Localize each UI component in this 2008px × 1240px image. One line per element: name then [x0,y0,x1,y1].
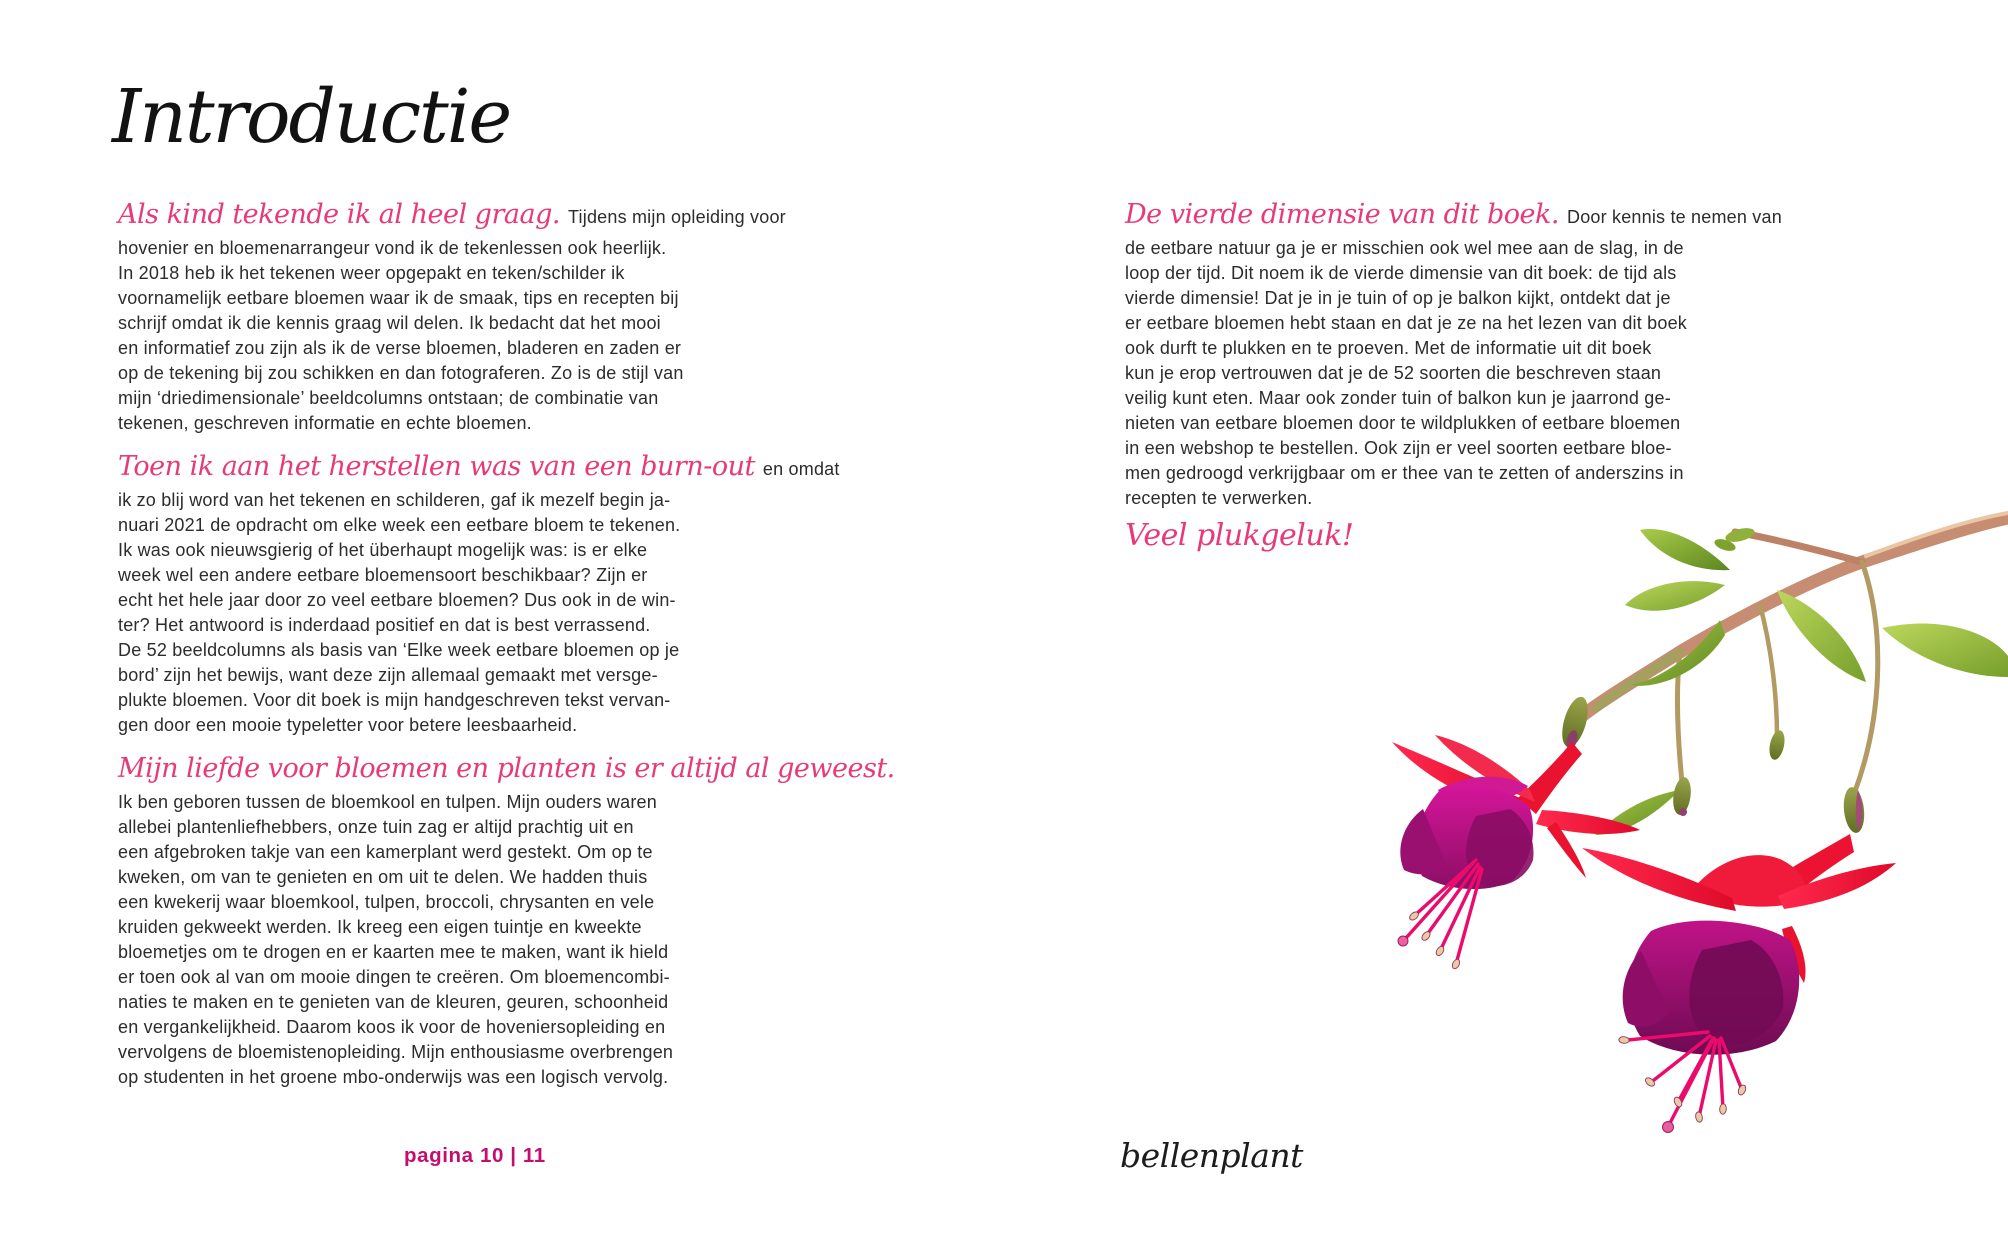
text-line: op de tekening bij zou schikken en dan fotograferen. Zo is de stijl van [118,363,684,383]
text-line: nieten van eetbare bloemen door te wildplukken of eetbare bloemen [1125,413,1681,433]
text-line: recepten te verwerken. [1125,488,1313,508]
text-line: bloemetjes om te drogen en er kaarten mee te maken, want ik hield [118,942,669,962]
text-line: en vergankelijkheid. Daarom koos ik voor de hoveniersopleiding en [118,1017,666,1037]
text-line: nuari 2021 de opdracht om elke week een eetbare bloem te tekenen. [118,515,681,535]
text-line: men gedroogd verkrijgbaar om er thee van te zetten of anderszins in [1125,463,1684,483]
text-line: allebei plantenliefhebbers, onze tuin zag er altijd prachtig uit en [118,817,634,837]
leaves [1595,526,2008,835]
text-line: gen door een mooie typeletter voor betere leesbaarheid. [118,715,578,735]
text-line: kruiden gekweekt werden. Ik kreeg een eigen tuintje en kweekte [118,917,642,937]
text-line: er eetbare bloemen hebt staan en dat je ze na het lezen van dit boek [1125,313,1687,333]
text-line: kun je erop vertrouwen dat je de 52 soorten die beschreven staan [1125,363,1662,383]
paragraph [118,750,895,1090]
text-line: vervolgens de bloemistenopleiding. Mijn enthousiasme overbrengen [118,1042,674,1062]
paragraph [118,196,895,436]
text-line: vierde dimensie! Dat je in je tuin of op je balkon kijkt, ontdekt dat je [1125,288,1671,308]
text-line: tekenen, geschreven informatie en echte bloemen. [118,413,532,433]
text-line: voornamelijk eetbare bloemen waar ik de smaak, tips en recepten bij [118,288,679,308]
text-line: De vierde dimensie van dit boek. Door kennis te nemen van [1125,199,1782,230]
text-line: in een webshop te bestellen. Ook zijn er veel soorten eetbare bloe- [1125,438,1672,458]
text-line [118,750,895,790]
text-line: kweken, om van te genieten en om uit te delen. We hadden thuis [118,867,648,887]
text-line: Toen ik aan het herstellen was van een burn-out en omdat [118,451,840,482]
script-lead: Toen ik aan het herstellen was van een burn-out [118,451,763,482]
text-line: echt het hele jaar door zo veel eetbare bloemen? Dus ook in de win- [118,590,676,610]
flower-caption: bellenplant [1120,1136,1303,1175]
fuchsia-branch-illustration [1330,390,2008,1140]
text-line: De 52 beeldcolumns als basis van ‘Elke week eetbare bloemen op je [118,640,680,660]
script-lead: Als kind tekende ik al heel graag. [118,199,569,230]
text-line: Als kind tekende ik al heel graag. Tijdens mijn opleiding voor [118,199,786,230]
text-line: ter? Het antwoord is inderdaad positief en dat is best verrassend. [118,615,651,635]
text-line: plukte bloemen. Voor dit boek is mijn handgeschreven tekst vervan- [118,690,671,710]
flower-buds [1557,694,1867,834]
text-line: Ik was ook nieuwsgierig of het überhaupt mogelijk was: is er elke [118,540,648,560]
text-line: schrijf omdat ik die kennis graag wil delen. Ik bedacht dat het mooi [118,313,661,333]
left-text-column [118,196,895,1102]
text-line: een kwekerij waar bloemkool, tulpen, broccoli, chrysanten en vele [118,892,655,912]
text-line: week wel een andere eetbare bloemensoort beschikbaar? Zijn er [118,565,648,585]
text-line: op studenten in het groene mbo-onderwijs was een logisch vervolg. [118,1067,669,1087]
text-line: loop der tijd. Dit noem ik de vierde dimensie van dit boek: de tijd als [1125,263,1677,283]
page-title: Introductie [112,74,511,160]
page-number-footer: pagina 10 | 11 [404,1144,546,1167]
text-line: veilig kunt eten. Maar ook zonder tuin of balkon kun je jaarrond ge- [1125,388,1671,408]
text-line: Ik ben geboren tussen de bloemkool en tulpen. Mijn ouders waren [118,792,657,812]
closing-line: Veel plukgeluk! [1125,518,1354,553]
text-line: bord’ zijn het bewijs, want deze zijn allemaal gemaakt met versge- [118,665,658,685]
fuchsia-flower-right [1582,834,1896,1133]
text-line: er toen ook al van om mooie dingen te creëren. Om bloemencombi- [118,967,670,987]
text-line: mijn ‘driedimensionale’ beeldcolumns ontstaan; de combinatie van [118,388,659,408]
text-line: een afgebroken takje van een kamerplant werd gestekt. Om op te [118,842,653,862]
text-line: de eetbare natuur ga je er misschien ook wel mee aan de slag, in de [1125,238,1684,258]
script-lead: De vierde dimensie van dit boek. [1125,199,1567,230]
text-line: naties te maken en te genieten van de kleuren, geuren, schoonheid [118,992,669,1012]
text-line: In 2018 heb ik het tekenen weer opgepakt en teken/schilder ik [118,263,625,283]
text-line: ik zo blij word van het tekenen en schilderen, gaf ik mezelf begin ja- [118,490,671,510]
fuchsia-photo [1330,390,2008,1140]
paragraph [118,448,895,738]
text-line: hovenier en bloemenarrangeur vond ik de tekenlessen ook heerlijk. [118,238,667,258]
script-lead: Mijn liefde voor bloemen en planten is er altijd al geweest. [118,753,895,784]
text-line: ook durft te plukken en te proeven. Met de informatie uit dit boek [1125,338,1652,358]
text-line: en informatief zou zijn als ik de verse bloemen, bladeren en zaden er [118,338,682,358]
